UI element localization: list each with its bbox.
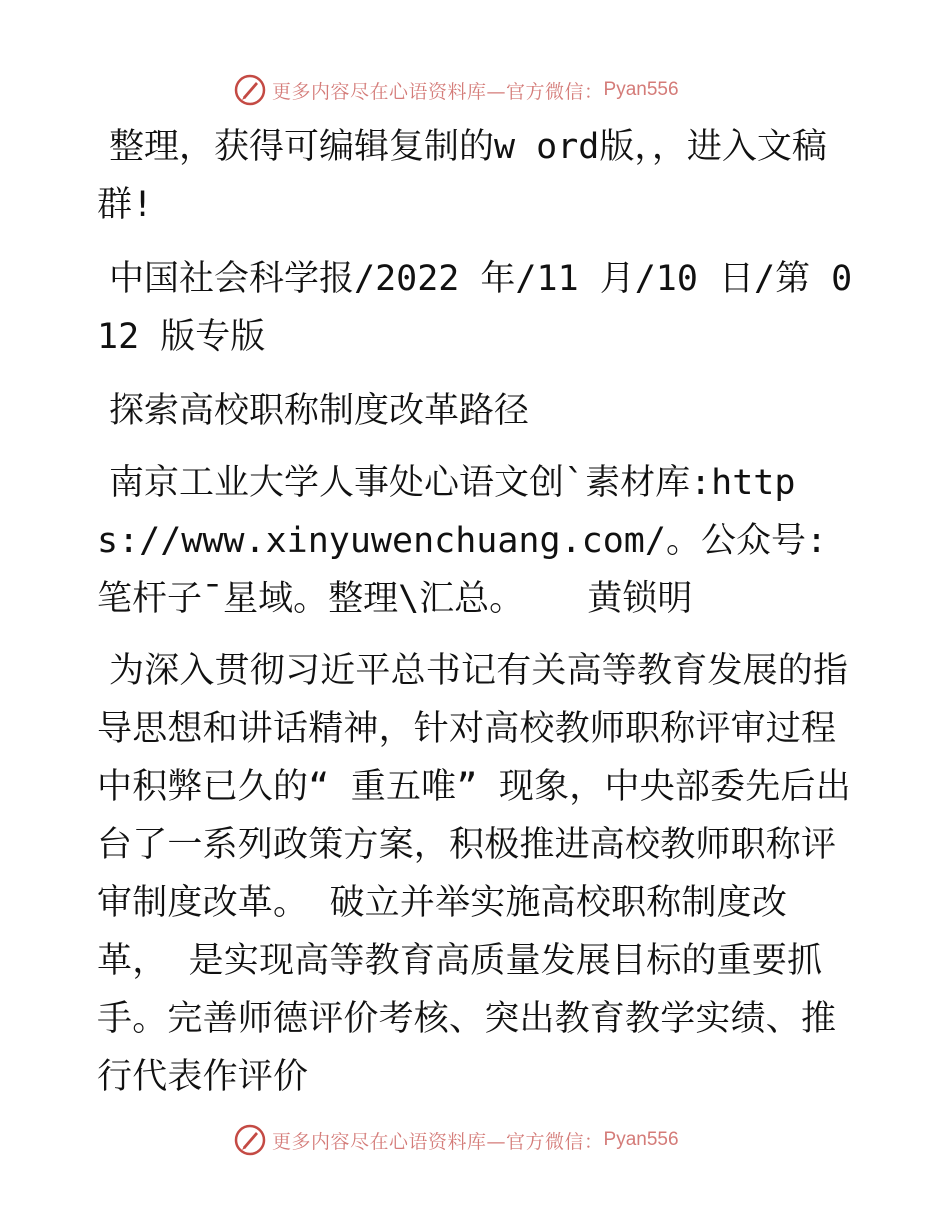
paragraph-author: 南京工业大学人事处心语文创`素材库:https://www.xinyuwenchuang.com/。公众号: 笔杆子¯星域。整理\汇总。 黄锁明: [97, 463, 849, 619]
footer-banner: [234, 1122, 714, 1158]
banner-text: 更多内容尽在心语资料库—官方微信：: [272, 1130, 604, 1153]
quill-logo-icon: [234, 1124, 266, 1156]
paragraph-body: 为深入贯彻习近平总书记有关高等教育发展的指导思想和讲话精神，针对高校教师职称评审过程中积弊已久的“ 重五唯” 现象，中央部委先后出台了一系列政策方案，积极推进高校教师职称评审制度改革。 破立并举实施高校职称制度改革， 是实现高等教育高质量发展目标的重要抓手。完善师德评价考核、突出教育教学实绩、推行代表作评价: [97, 651, 851, 1097]
banner-wechat-id: Pyan556: [603, 1129, 679, 1150]
banner-text: 更多内容尽在心语资料库—官方微信：: [272, 80, 604, 103]
paragraph-source: 中国社会科学报/2022 年/11 月/10 日/第 012 版专版: [97, 259, 853, 357]
article-title: 探索高校职称制度改革路径: [109, 391, 530, 431]
paragraph-intro: 整理，获得可编辑复制的w ord版，，进入文稿群!: [97, 127, 827, 225]
header-banner: [234, 72, 714, 108]
document-body: [97, 118, 857, 1118]
banner-wechat-id: Pyan556: [603, 79, 679, 100]
quill-logo-icon: [234, 74, 266, 106]
